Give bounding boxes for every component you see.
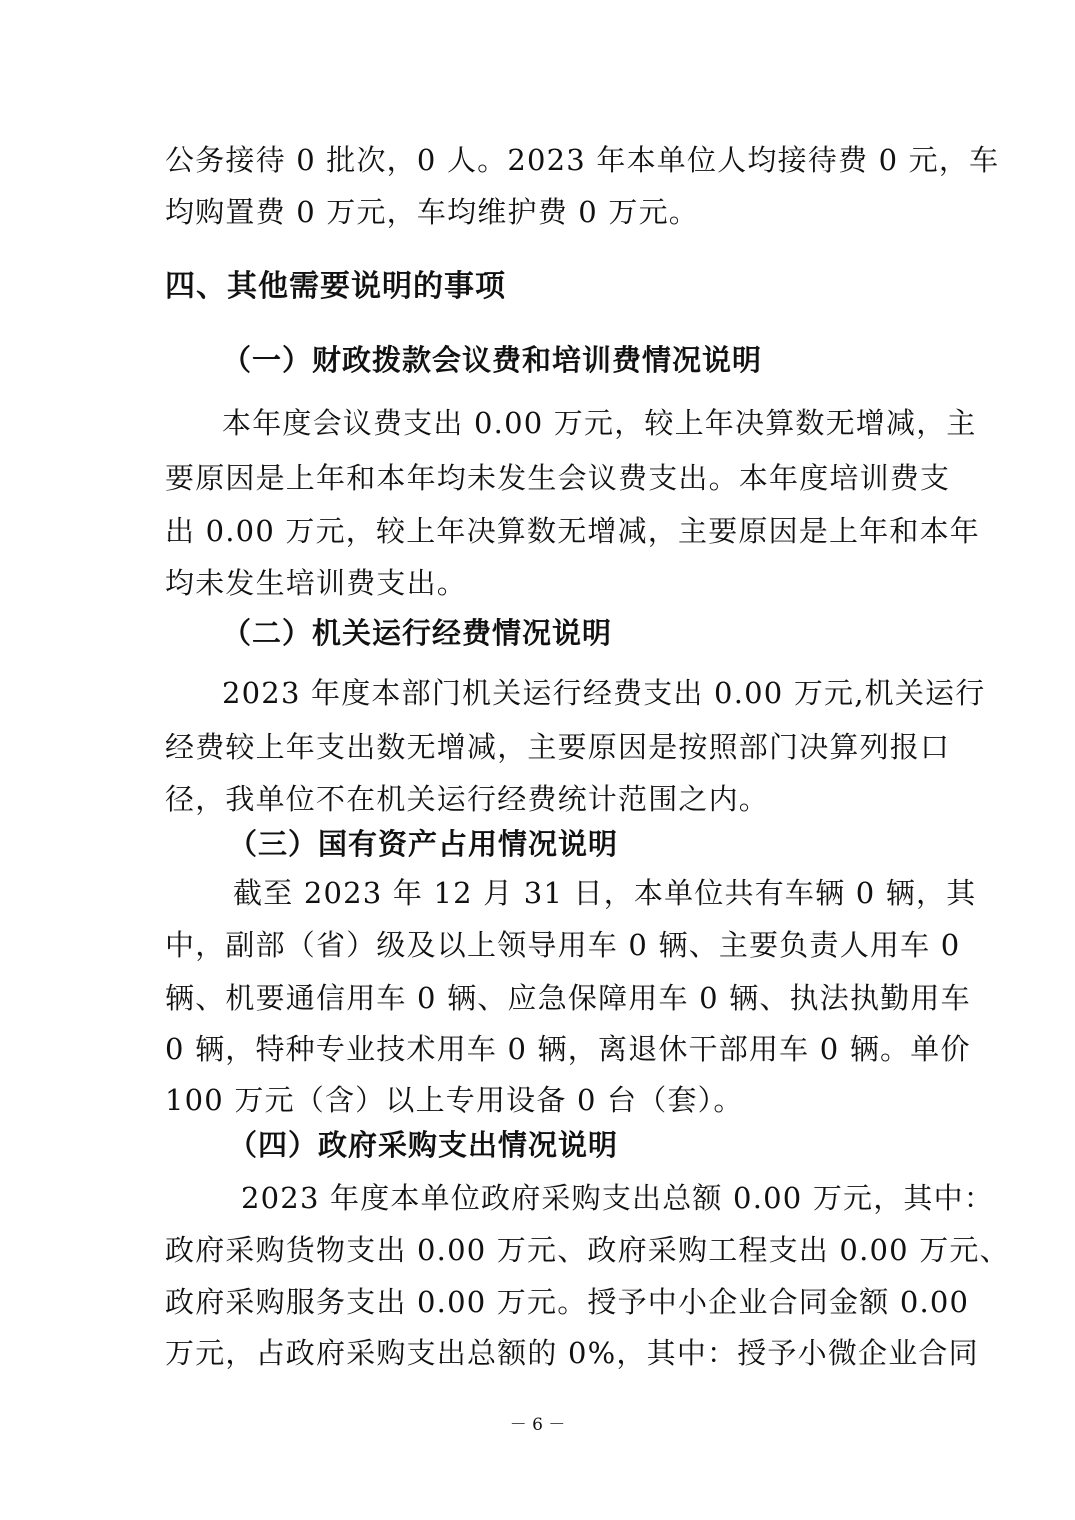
- body-line: 本年度会议费支出 0.00 万元，较上年决算数无增减，主: [222, 406, 977, 440]
- body-line: 2023 年度本部门机关运行经费支出 0.00 万元,机关运行: [222, 676, 986, 710]
- section-heading: 四、其他需要说明的事项: [165, 269, 506, 304]
- body-line: 径，我单位不在机关运行经费统计范围之内。: [165, 782, 770, 816]
- body-line: 政府采购服务支出 0.00 万元。授予中小企业合同金额 0.00: [165, 1285, 970, 1319]
- body-line: 100 万元（含）以上专用设备 0 台（套）。: [165, 1083, 744, 1117]
- body-line: 政府采购货物支出 0.00 万元、政府采购工程支出 0.00 万元、: [165, 1233, 1010, 1267]
- body-line: 中，副部（省）级及以上领导用车 0 辆、主要负责人用车 0: [165, 928, 961, 962]
- body-line: 出 0.00 万元，较上年决算数无增减，主要原因是上年和本年: [165, 514, 981, 548]
- body-line: 万元，占政府采购支出总额的 0%，其中：授予小微企业合同: [165, 1336, 979, 1370]
- subsection-heading: （三）国有资产占用情况说明: [228, 827, 619, 861]
- subsection-heading: （二）机关运行经费情况说明: [222, 616, 613, 650]
- body-line: 截至 2023 年 12 月 31 日，本单位共有车辆 0 辆，其: [233, 876, 977, 910]
- body-line: 0 辆，特种专业技术用车 0 辆，离退休干部用车 0 辆。单价: [165, 1032, 971, 1066]
- body-line: 经费较上年支出数无增减，主要原因是按照部门决算列报口: [165, 730, 951, 764]
- body-line: 均购置费 0 万元，车均维护费 0 万元。: [165, 195, 699, 229]
- body-line: 公务接待 0 批次，0 人。2023 年本单位人均接待费 0 元，车: [165, 143, 1000, 177]
- body-line: 辆、机要通信用车 0 辆、应急保障用车 0 辆、执法执勤用车: [165, 981, 971, 1015]
- page-number: － 6 －: [509, 1415, 566, 1435]
- subsection-heading: （一）财政拨款会议费和培训费情况说明: [222, 343, 763, 377]
- body-line: 要原因是上年和本年均未发生会议费支出。本年度培训费支: [165, 461, 951, 495]
- body-line: 2023 年度本单位政府采购支出总额 0.00 万元，其中：: [241, 1181, 995, 1215]
- subsection-heading: （四）政府采购支出情况说明: [228, 1128, 619, 1162]
- body-line: 均未发生培训费支出。: [165, 566, 468, 600]
